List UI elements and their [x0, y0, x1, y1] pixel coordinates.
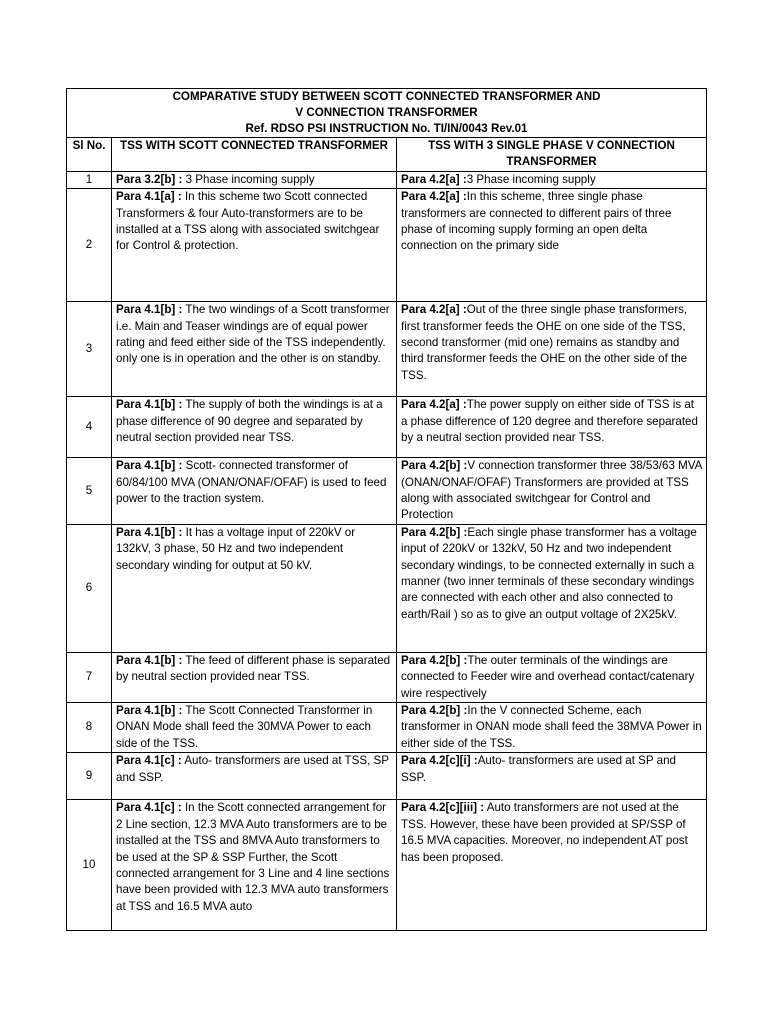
table-row — [67, 652, 707, 702]
table-row — [67, 800, 707, 931]
header-scott: TSS WITH SCOTT CONNECTED TRANSFORMER — [112, 138, 397, 172]
v-text: In this scheme, three single phase transformers are connected to different pairs of three phase of incoming supply forming an open delta connection on the primary side — [401, 190, 672, 253]
scott-text: In this scheme two Scott connected Transformers & four Auto-transformers are to be installed at a TSS along with associated switchgear for Control & protection. — [116, 190, 380, 253]
scott-text: Auto- transformers are used at TSS, SP and SSP. — [116, 754, 389, 784]
table-row — [67, 189, 707, 302]
document-page — [66, 88, 706, 931]
scott-text: It has a voltage input of 220kV or 132kV, 3 phase, 50 Hz and two independent secondary winding for output at 50 kV. — [116, 525, 356, 572]
v-para-ref: Para 4.2[c][iii] : — [401, 801, 485, 815]
table-row — [67, 753, 707, 800]
v-para-ref: Para 4.2[b] : — [401, 704, 468, 718]
header-sl: Sl No. — [67, 138, 112, 172]
vconn-cell — [397, 189, 707, 302]
vconn-cell — [397, 397, 707, 458]
scott-para-ref: Para 4.1[b] : — [116, 525, 183, 539]
row-sl: 6 — [67, 524, 112, 652]
table-row — [67, 458, 707, 525]
title-line-2: V CONNECTION TRANSFORMER — [295, 106, 478, 119]
table-title — [67, 89, 707, 138]
scott-cell — [112, 800, 397, 931]
v-para-ref: Para 4.2[b] : — [401, 653, 468, 667]
scott-cell — [112, 458, 397, 525]
row-sl: 4 — [67, 397, 112, 458]
row-sl: 10 — [67, 800, 112, 931]
v-text: 3 Phase incoming supply — [466, 172, 596, 186]
scott-para-ref: Para 4.1[b] : — [116, 398, 183, 412]
row-sl: 2 — [67, 189, 112, 302]
vconn-cell — [397, 171, 707, 188]
row-sl: 1 — [67, 171, 112, 188]
scott-cell — [112, 524, 397, 652]
scott-text: 3 Phase incoming supply — [182, 172, 315, 186]
scott-cell — [112, 397, 397, 458]
scott-cell — [112, 189, 397, 302]
table-row — [67, 397, 707, 458]
v-text: The outer terminals of the windings are connected to Feeder wire and overhead contact/catenary wire respectively — [401, 653, 695, 700]
vconn-cell — [397, 524, 707, 652]
scott-text: The feed of different phase is separated by neutral section provided near TSS. — [116, 653, 391, 684]
v-para-ref: Para 4.2[a] : — [401, 303, 467, 317]
scott-cell — [112, 753, 397, 800]
title-row — [67, 89, 707, 138]
scott-para-ref: Para 4.1[b] : — [116, 459, 183, 473]
title-line-1: COMPARATIVE STUDY BETWEEN SCOTT CONNECTED TRANSFORMER AND — [172, 90, 601, 103]
scott-para-ref: Para 4.1[a] : — [116, 190, 182, 204]
table-row — [67, 524, 707, 652]
v-para-ref: Para 4.2[c][i] : — [401, 754, 478, 768]
row-sl: 8 — [67, 703, 112, 753]
scott-para-ref: Para 4.1[b] : — [116, 303, 183, 317]
vconn-cell — [397, 652, 707, 702]
scott-cell — [112, 171, 397, 188]
scott-text: The two windings of a Scott transformer i.e. Main and Teaser windings are of equal power rating and feed either side of the TSS independently. only one is in operation and the other is on standby. — [116, 303, 390, 366]
vconn-cell — [397, 800, 707, 931]
table-row — [67, 302, 707, 397]
vconn-cell — [397, 753, 707, 800]
header-vconn: TSS WITH 3 SINGLE PHASE V CONNECTION TRANSFORMER — [397, 138, 707, 172]
vconn-cell — [397, 302, 707, 397]
vconn-cell — [397, 458, 707, 525]
v-text: V connection transformer three 38/53/63 MVA (ONAN/ONAF/OFAF) Transformers are provided at TSS along with associated switchgear for Control and Protection — [401, 459, 702, 522]
scott-text: Scott- connected transformer of 60/84/100 MVA (ONAN/ONAF/OFAF) is used to feed power to the traction system. — [116, 459, 387, 506]
v-text: Out of the three single phase transformers, first transformer feeds the OHE on one side of the TSS, second transformer (mid one) remains as standby and third transformer feeds the OHE on the other side of the TSS. — [401, 303, 688, 382]
row-sl: 5 — [67, 458, 112, 525]
scott-cell — [112, 703, 397, 753]
v-para-ref: Para 4.2[b] : — [401, 525, 468, 539]
scott-text: The Scott Connected Transformer in ONAN Mode shall feed the 30MVA Power to each side of the TSS. — [116, 704, 373, 750]
scott-cell — [112, 652, 397, 702]
scott-para-ref: Para 4.1[c] : — [116, 754, 182, 768]
v-para-ref: Para 4.2[a] : — [401, 190, 467, 204]
title-line-3: Ref. RDSO PSI INSTRUCTION No. TI/IN/0043 Rev.01 — [245, 122, 528, 135]
vconn-cell — [397, 703, 707, 753]
row-sl: 7 — [67, 652, 112, 702]
v-text: Auto- transformers are used at SP and SSP. — [401, 754, 676, 784]
v-text: In the V connected Scheme, each transformer in ONAN mode shall feed the 38MVA Power in either side of the TSS. — [401, 704, 702, 750]
v-para-ref: Para 4.2[b] : — [401, 459, 468, 473]
scott-para-ref: Para 4.1[b] : — [116, 704, 183, 718]
row-sl: 9 — [67, 753, 112, 800]
row-sl: 3 — [67, 302, 112, 397]
scott-cell — [112, 302, 397, 397]
v-para-ref: Para 4.2[a] : — [401, 172, 467, 186]
scott-text: In the Scott connected arrangement for 2 Line section, 12.3 MVA Auto transformers are to be installed at the TSS and 8MVA Auto transformers to be used at the SP & SSP Further, the Scott connected arrangement for 3 Line and 4 line sections have been provided with 12.3 MVA auto transformers at TSS and 16.5 MVA auto — [116, 801, 390, 913]
table-row — [67, 703, 707, 753]
v-text: The power supply on either side of TSS is at a phase difference of 120 degree and therefore separated by a neutral section provided near TSS. — [401, 398, 698, 445]
table-row — [67, 171, 707, 188]
scott-para-ref: Para 3.2[b] : — [116, 172, 183, 186]
scott-para-ref: Para 4.1[c] : — [116, 801, 182, 815]
scott-text: The supply of both the windings is at a phase difference of 90 degree and separated by neutral section provided near TSS. — [116, 398, 383, 445]
v-text: Each single phase transformer has a voltage input of 220kV or 132kV, 50 Hz and two independent secondary windings, to be connected externally in such a manner (two inner terminals of these secondary windings are connected with each other and also connected to earth/Rail ) so as to give an output voltage of 2X25kV. — [401, 525, 697, 621]
v-text: Auto transformers are not used at the TSS. However, these have been provided at SP/SSP of 16.5 MVA capacities. Moreover, no independent AT post has been proposed. — [401, 801, 688, 864]
header-row — [67, 138, 707, 172]
comparison-table — [66, 88, 707, 931]
scott-para-ref: Para 4.1[b] : — [116, 653, 183, 667]
v-para-ref: Para 4.2[a] : — [401, 398, 467, 412]
